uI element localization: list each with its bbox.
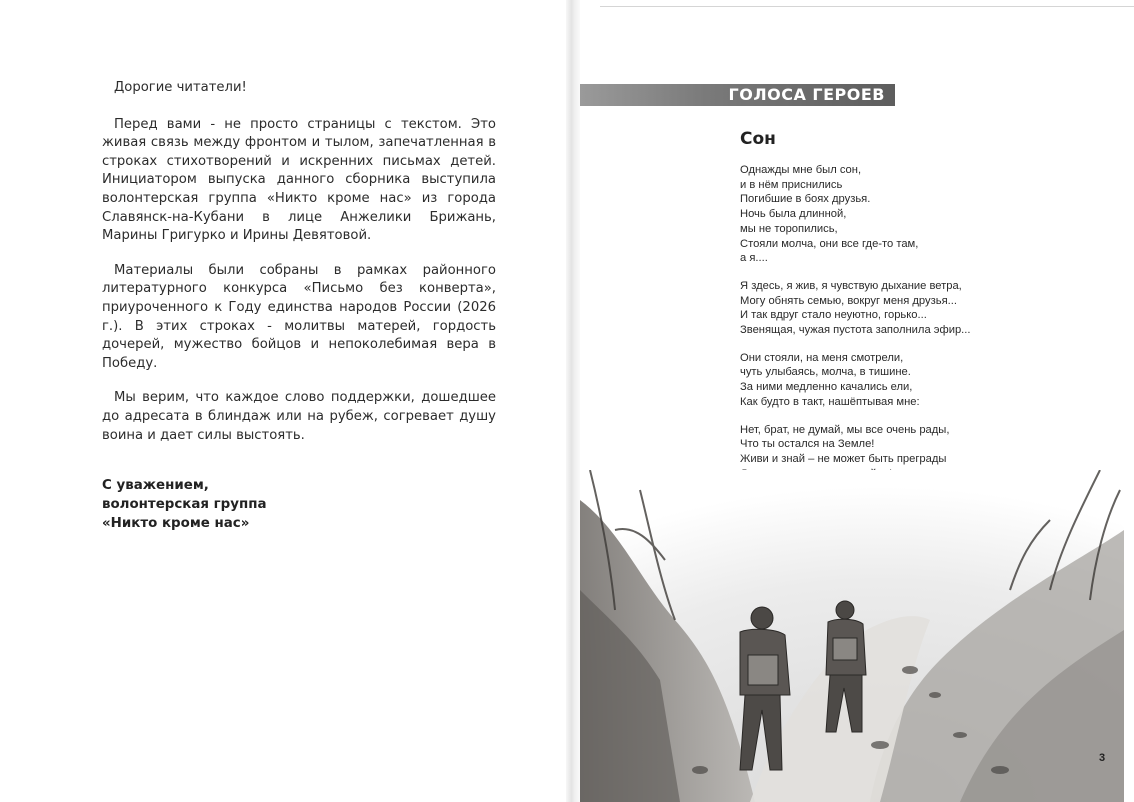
poem-title: Сон	[740, 129, 776, 149]
poem-line: мы не торопились,	[740, 222, 838, 235]
poem-stanza	[740, 351, 1120, 410]
poem-line: Они стояли, на меня смотрели,	[740, 351, 904, 364]
signoff-line: «Никто кроме нас»	[102, 516, 250, 531]
book-gutter	[566, 0, 580, 802]
poem-line: Живи и знай – не может быть преграды	[740, 452, 947, 465]
signoff-line: С уважением,	[102, 478, 209, 493]
signoff-line: волонтерская группа	[102, 497, 267, 512]
page-top-edge	[600, 0, 1134, 7]
poem-line: чуть улыбаясь, молча, в тишине.	[740, 366, 911, 379]
poem-line: Погибшие в боях друзья.	[740, 193, 871, 206]
poem-line: Стояли молча, они все где-то там,	[740, 237, 919, 250]
poem-line: Что ты остался на Земле!	[740, 438, 875, 451]
poem-line: Ночь была длинной,	[740, 208, 847, 221]
poem-line: За ними медленно качались ели,	[740, 381, 913, 394]
letter-greeting: Дорогие читатели!	[114, 80, 247, 95]
letter-paragraph: Материалы были собраны в рамках районного литературного конкурса «Письмо без конверта», приуроченного к Году единства народов России (2026 г.). В этих строках - молитвы матерей, гордость дочерей, мужество бойцов и непоколебимая вера в Победу.	[102, 262, 496, 371]
poem-line: Нет, брат, не думай, мы все очень рады,	[740, 423, 950, 436]
letter-signoff	[102, 476, 402, 533]
poem-line: а я....	[740, 252, 768, 265]
letter-paragraph: Мы верим, что каждое слово поддержки, дошедшее до адресата в блиндаж или на рубеж, согревает душу воина и дает силы выстоять.	[102, 390, 496, 443]
soldiers-illustration	[580, 470, 1124, 802]
poem-line: Звенящая, чужая пустота заполнила эфир...	[740, 324, 971, 337]
poem-stanza	[740, 279, 1120, 338]
poem-line: Могу обнять семью, вокруг меня друзья...	[740, 294, 957, 307]
editorial-letter	[102, 79, 496, 461]
poem-stanza	[740, 163, 1120, 266]
poem-line: И так вдруг стало неуютно, горько...	[740, 309, 927, 322]
page-number: 3	[1099, 752, 1106, 764]
section-title: ГОЛОСА ГЕРОЕВ	[728, 85, 885, 104]
poem-line: Однажды мне был сон,	[740, 164, 862, 176]
poem-body	[740, 163, 1120, 494]
poem-line: Как будто в такт, нашёптывая мне:	[740, 395, 920, 408]
poem-line: и в нём приснились	[740, 178, 843, 191]
section-header-bar	[580, 84, 895, 106]
letter-paragraph: Перед вами - не просто страницы с текстом. Это живая связь между фронтом и тылом, запечатленная в строках стихотворений и искренних письмах детей. Инициатором выпуска данного сборника выступила волонтерская группа «Никто кроме нас» из города Славянск-на-Кубани в лице Анжелики Брижань, Марины Григурко и Ирины Девятовой.	[102, 116, 496, 244]
poem-line: Я здесь, я жив, я чувствую дыхание ветра,	[740, 279, 962, 292]
